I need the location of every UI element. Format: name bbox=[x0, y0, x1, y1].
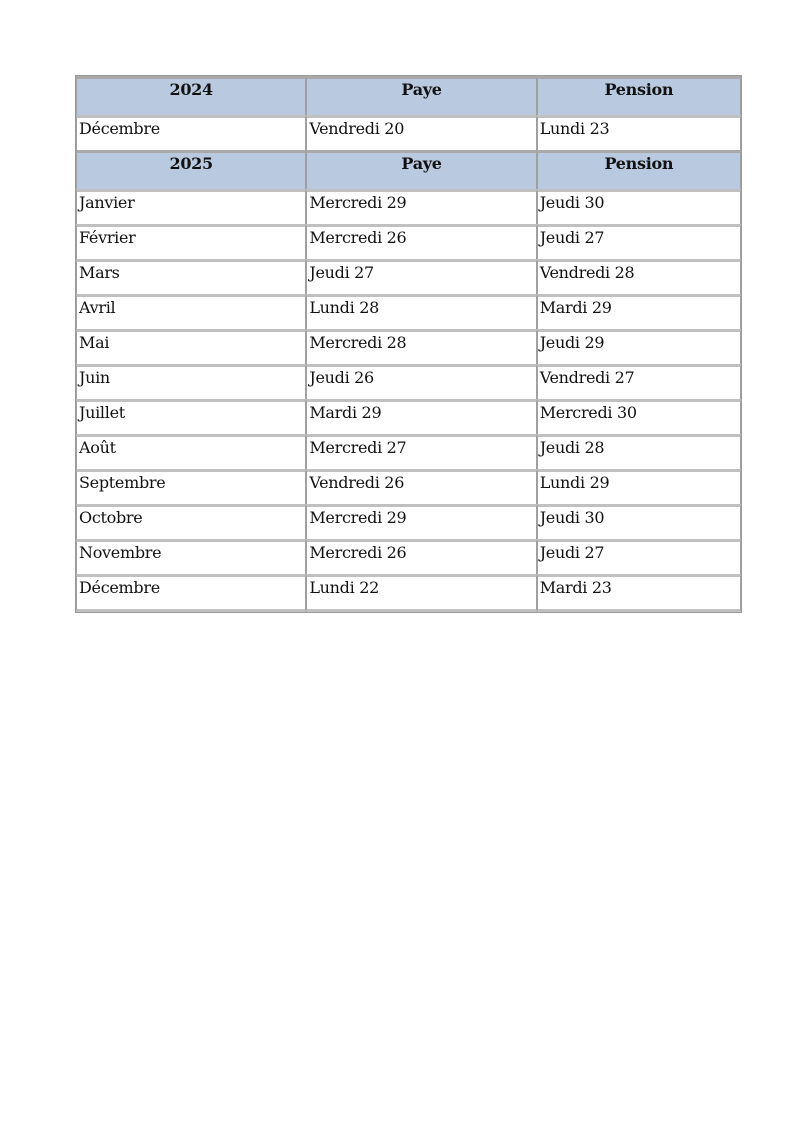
pension-date-cell: Mercredi 30 bbox=[537, 399, 741, 434]
month-cell: Décembre bbox=[76, 574, 306, 612]
month-cell: Mars bbox=[76, 259, 306, 294]
pension-date-cell: Lundi 23 bbox=[537, 115, 741, 150]
month-cell: Février bbox=[76, 224, 306, 259]
paye-header: Paye bbox=[306, 150, 536, 189]
pension-date-cell: Vendredi 27 bbox=[537, 364, 741, 399]
paye-date-cell: Lundi 22 bbox=[306, 574, 536, 612]
paye-date-cell: Vendredi 26 bbox=[306, 469, 536, 504]
paye-header: Paye bbox=[306, 76, 536, 115]
paye-date-cell: Vendredi 20 bbox=[306, 115, 536, 150]
pension-date-cell: Mardi 23 bbox=[537, 574, 741, 612]
table-row bbox=[76, 574, 741, 612]
month-cell: Août bbox=[76, 434, 306, 469]
paye-date-cell: Mercredi 29 bbox=[306, 189, 536, 224]
year-header: 2025 bbox=[76, 150, 306, 189]
table-row bbox=[76, 189, 741, 224]
table-row bbox=[76, 259, 741, 294]
table-row bbox=[76, 539, 741, 574]
table-row bbox=[76, 329, 741, 364]
table-row bbox=[76, 469, 741, 504]
paye-date-cell: Mercredi 27 bbox=[306, 434, 536, 469]
year-header: 2024 bbox=[76, 76, 306, 115]
pension-header: Pension bbox=[537, 76, 741, 115]
section-header-row bbox=[76, 150, 741, 189]
month-cell: Mai bbox=[76, 329, 306, 364]
table-row bbox=[76, 399, 741, 434]
pension-date-cell: Lundi 29 bbox=[537, 469, 741, 504]
month-cell: Novembre bbox=[76, 539, 306, 574]
month-cell: Avril bbox=[76, 294, 306, 329]
paye-date-cell: Jeudi 26 bbox=[306, 364, 536, 399]
pension-date-cell: Jeudi 27 bbox=[537, 224, 741, 259]
paye-date-cell: Mardi 29 bbox=[306, 399, 536, 434]
paye-date-cell: Mercredi 29 bbox=[306, 504, 536, 539]
month-cell: Janvier bbox=[76, 189, 306, 224]
paye-date-cell: Mercredi 26 bbox=[306, 539, 536, 574]
payment-schedule-table bbox=[75, 75, 742, 613]
pension-header: Pension bbox=[537, 150, 741, 189]
table-row bbox=[76, 224, 741, 259]
table-row bbox=[76, 364, 741, 399]
month-cell: Octobre bbox=[76, 504, 306, 539]
paye-date-cell: Jeudi 27 bbox=[306, 259, 536, 294]
paye-date-cell: Lundi 28 bbox=[306, 294, 536, 329]
month-cell: Septembre bbox=[76, 469, 306, 504]
pension-date-cell: Vendredi 28 bbox=[537, 259, 741, 294]
pension-date-cell: Jeudi 27 bbox=[537, 539, 741, 574]
month-cell: Juin bbox=[76, 364, 306, 399]
pension-date-cell: Jeudi 29 bbox=[537, 329, 741, 364]
table-row bbox=[76, 294, 741, 329]
paye-date-cell: Mercredi 26 bbox=[306, 224, 536, 259]
section-header-row bbox=[76, 76, 741, 115]
paye-date-cell: Mercredi 28 bbox=[306, 329, 536, 364]
table-body bbox=[76, 76, 741, 612]
month-cell: Juillet bbox=[76, 399, 306, 434]
pension-date-cell: Jeudi 30 bbox=[537, 504, 741, 539]
table-row bbox=[76, 434, 741, 469]
pension-date-cell: Mardi 29 bbox=[537, 294, 741, 329]
pension-date-cell: Jeudi 28 bbox=[537, 434, 741, 469]
table-row bbox=[76, 115, 741, 150]
pension-date-cell: Jeudi 30 bbox=[537, 189, 741, 224]
month-cell: Décembre bbox=[76, 115, 306, 150]
table-row bbox=[76, 504, 741, 539]
